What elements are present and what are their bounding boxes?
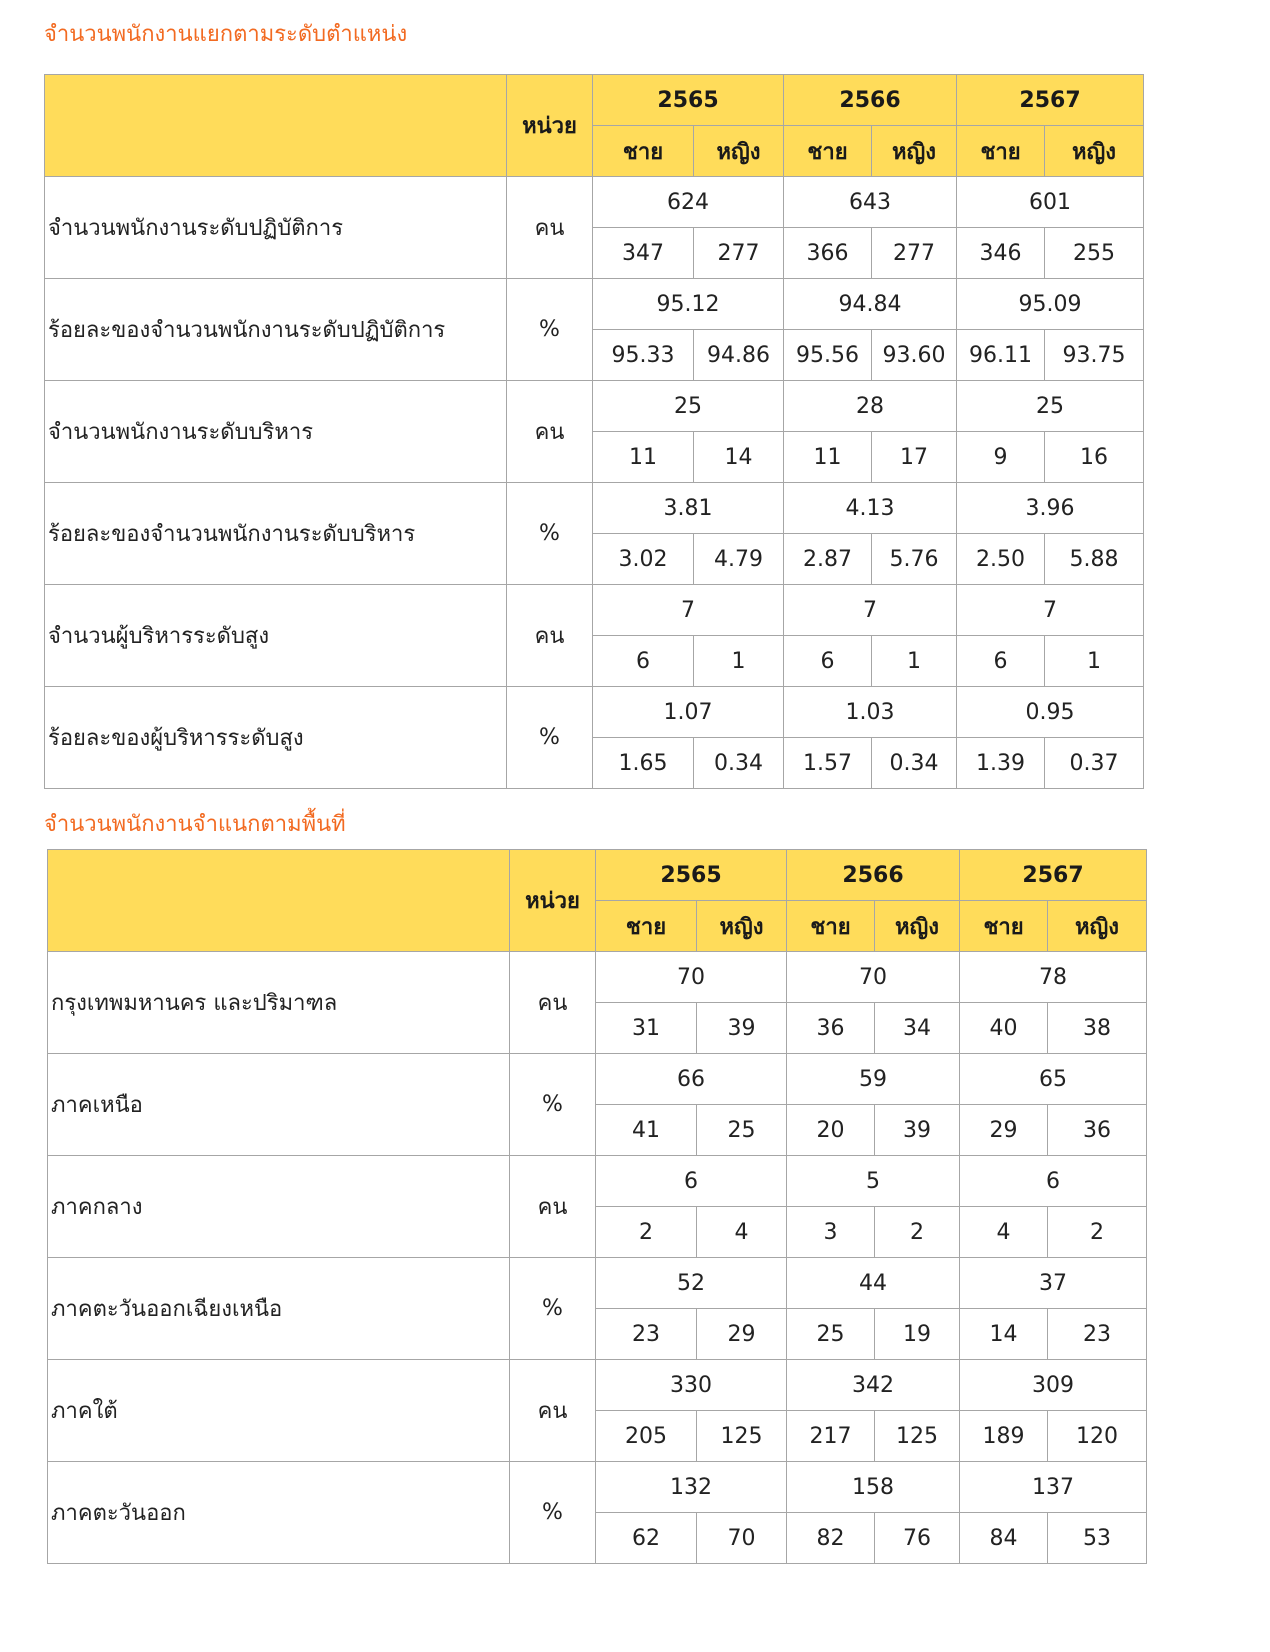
male-value: 11 [593, 432, 694, 483]
header-male: ชาย [787, 901, 875, 952]
header-year: 2566 [787, 850, 960, 901]
male-value: 14 [960, 1309, 1048, 1360]
female-value: 4.79 [694, 534, 784, 585]
row-unit: % [510, 1054, 596, 1156]
year-total: 78 [960, 952, 1147, 1003]
year-total: 6 [960, 1156, 1147, 1207]
row-label: ร้อยละของผู้บริหารระดับสูง [45, 687, 507, 789]
year-total: 7 [784, 585, 957, 636]
row-unit: คน [507, 585, 593, 687]
male-value: 82 [787, 1513, 875, 1564]
female-value: 2 [875, 1207, 960, 1258]
female-value: 93.60 [872, 330, 957, 381]
row-label: ภาคใต้ [48, 1360, 510, 1462]
female-value: 0.34 [872, 738, 957, 789]
female-value: 120 [1048, 1411, 1147, 1462]
year-total: 59 [787, 1054, 960, 1105]
row-label: จำนวนพนักงานระดับปฏิบัติการ [45, 177, 507, 279]
header-female: หญิง [1048, 901, 1147, 952]
header-male: ชาย [596, 901, 697, 952]
year-total: 309 [960, 1360, 1147, 1411]
row-label: ภาคกลาง [48, 1156, 510, 1258]
male-value: 217 [787, 1411, 875, 1462]
year-total: 1.03 [784, 687, 957, 738]
year-total: 7 [957, 585, 1144, 636]
male-value: 29 [960, 1105, 1048, 1156]
male-value: 31 [596, 1003, 697, 1054]
header-female: หญิง [1045, 126, 1144, 177]
row-unit: คน [510, 1360, 596, 1462]
header-blank [48, 850, 510, 952]
female-value: 5.88 [1045, 534, 1144, 585]
female-value: 23 [1048, 1309, 1147, 1360]
table-row [48, 1462, 1147, 1513]
female-value: 94.86 [694, 330, 784, 381]
female-value: 255 [1045, 228, 1144, 279]
male-value: 11 [784, 432, 872, 483]
row-label: จำนวนผู้บริหารระดับสูง [45, 585, 507, 687]
male-value: 2.50 [957, 534, 1045, 585]
table-row [48, 1360, 1147, 1411]
table-row [45, 279, 1144, 330]
male-value: 84 [960, 1513, 1048, 1564]
female-value: 29 [697, 1309, 787, 1360]
area-section-title: จำนวนพนักงานจำแนกตามพื้นที่ [44, 812, 346, 837]
female-value: 39 [697, 1003, 787, 1054]
table-row [48, 1258, 1147, 1309]
male-value: 3 [787, 1207, 875, 1258]
female-value: 14 [694, 432, 784, 483]
year-total: 624 [593, 177, 784, 228]
year-total: 330 [596, 1360, 787, 1411]
female-value: 25 [697, 1105, 787, 1156]
male-value: 2 [596, 1207, 697, 1258]
row-unit: คน [507, 381, 593, 483]
female-value: 125 [697, 1411, 787, 1462]
male-value: 1.39 [957, 738, 1045, 789]
male-value: 347 [593, 228, 694, 279]
female-value: 19 [875, 1309, 960, 1360]
header-year: 2565 [596, 850, 787, 901]
female-value: 1 [1045, 636, 1144, 687]
row-label: ร้อยละของจำนวนพนักงานระดับบริหาร [45, 483, 507, 585]
row-unit: คน [510, 1156, 596, 1258]
male-value: 96.11 [957, 330, 1045, 381]
male-value: 6 [593, 636, 694, 687]
year-total: 6 [596, 1156, 787, 1207]
year-total: 52 [596, 1258, 787, 1309]
header-row-years [45, 75, 1144, 126]
table-row [48, 1156, 1147, 1207]
year-total: 158 [787, 1462, 960, 1513]
female-value: 277 [872, 228, 957, 279]
header-year: 2565 [593, 75, 784, 126]
year-total: 28 [784, 381, 957, 432]
area-table [47, 849, 1147, 1564]
female-value: 16 [1045, 432, 1144, 483]
row-unit: % [510, 1462, 596, 1564]
row-label: ภาคเหนือ [48, 1054, 510, 1156]
header-male: ชาย [784, 126, 872, 177]
year-total: 0.95 [957, 687, 1144, 738]
year-total: 37 [960, 1258, 1147, 1309]
row-unit: % [507, 483, 593, 585]
header-male: ชาย [957, 126, 1045, 177]
year-total: 601 [957, 177, 1144, 228]
table-row [45, 381, 1144, 432]
female-value: 5.76 [872, 534, 957, 585]
male-value: 62 [596, 1513, 697, 1564]
male-value: 346 [957, 228, 1045, 279]
male-value: 41 [596, 1105, 697, 1156]
year-total: 7 [593, 585, 784, 636]
female-value: 39 [875, 1105, 960, 1156]
year-total: 70 [787, 952, 960, 1003]
table-row [45, 687, 1144, 738]
table-row [48, 1054, 1147, 1105]
year-total: 4.13 [784, 483, 957, 534]
female-value: 38 [1048, 1003, 1147, 1054]
row-unit: คน [507, 177, 593, 279]
male-value: 2.87 [784, 534, 872, 585]
year-total: 5 [787, 1156, 960, 1207]
male-value: 4 [960, 1207, 1048, 1258]
male-value: 366 [784, 228, 872, 279]
male-value: 205 [596, 1411, 697, 1462]
male-value: 1.57 [784, 738, 872, 789]
header-male: ชาย [593, 126, 694, 177]
male-value: 95.56 [784, 330, 872, 381]
year-total: 137 [960, 1462, 1147, 1513]
female-value: 36 [1048, 1105, 1147, 1156]
row-unit: % [507, 687, 593, 789]
year-total: 70 [596, 952, 787, 1003]
header-year: 2567 [957, 75, 1144, 126]
row-label: กรุงเทพมหานคร และปริมาฑล [48, 952, 510, 1054]
male-value: 95.33 [593, 330, 694, 381]
row-label: ภาคตะวันออก [48, 1462, 510, 1564]
year-total: 1.07 [593, 687, 784, 738]
year-total: 65 [960, 1054, 1147, 1105]
row-unit: คน [510, 952, 596, 1054]
header-female: หญิง [872, 126, 957, 177]
female-value: 277 [694, 228, 784, 279]
female-value: 93.75 [1045, 330, 1144, 381]
header-male: ชาย [960, 901, 1048, 952]
header-year: 2567 [960, 850, 1147, 901]
row-label: ภาคตะวันออกเฉียงเหนือ [48, 1258, 510, 1360]
header-female: หญิง [697, 901, 787, 952]
row-unit: % [507, 279, 593, 381]
male-value: 20 [787, 1105, 875, 1156]
female-value: 0.34 [694, 738, 784, 789]
position-section-title: จำนวนพนักงานแยกตามระดับตำแหน่ง [44, 22, 408, 47]
table-row [48, 952, 1147, 1003]
row-unit: % [510, 1258, 596, 1360]
row-label: จำนวนพนักงานระดับบริหาร [45, 381, 507, 483]
year-total: 342 [787, 1360, 960, 1411]
year-total: 25 [593, 381, 784, 432]
header-female: หญิง [875, 901, 960, 952]
female-value: 125 [875, 1411, 960, 1462]
male-value: 25 [787, 1309, 875, 1360]
female-value: 1 [872, 636, 957, 687]
year-total: 25 [957, 381, 1144, 432]
male-value: 23 [596, 1309, 697, 1360]
female-value: 4 [697, 1207, 787, 1258]
female-value: 34 [875, 1003, 960, 1054]
male-value: 36 [787, 1003, 875, 1054]
female-value: 2 [1048, 1207, 1147, 1258]
male-value: 3.02 [593, 534, 694, 585]
female-value: 1 [694, 636, 784, 687]
male-value: 40 [960, 1003, 1048, 1054]
male-value: 6 [957, 636, 1045, 687]
row-label: ร้อยละของจำนวนพนักงานระดับปฏิบัติการ [45, 279, 507, 381]
female-value: 17 [872, 432, 957, 483]
table-row [45, 585, 1144, 636]
table-row [45, 177, 1144, 228]
female-value: 76 [875, 1513, 960, 1564]
male-value: 9 [957, 432, 1045, 483]
year-total: 643 [784, 177, 957, 228]
year-total: 3.96 [957, 483, 1144, 534]
header-unit: หน่วย [507, 75, 593, 177]
year-total: 94.84 [784, 279, 957, 330]
female-value: 53 [1048, 1513, 1147, 1564]
header-blank [45, 75, 507, 177]
header-unit: หน่วย [510, 850, 596, 952]
year-total: 44 [787, 1258, 960, 1309]
table-row [45, 483, 1144, 534]
header-row-years [48, 850, 1147, 901]
male-value: 189 [960, 1411, 1048, 1462]
female-value: 70 [697, 1513, 787, 1564]
header-female: หญิง [694, 126, 784, 177]
male-value: 1.65 [593, 738, 694, 789]
male-value: 6 [784, 636, 872, 687]
header-year: 2566 [784, 75, 957, 126]
female-value: 0.37 [1045, 738, 1144, 789]
position-level-table [44, 74, 1144, 789]
year-total: 95.12 [593, 279, 784, 330]
year-total: 132 [596, 1462, 787, 1513]
year-total: 66 [596, 1054, 787, 1105]
year-total: 3.81 [593, 483, 784, 534]
year-total: 95.09 [957, 279, 1144, 330]
